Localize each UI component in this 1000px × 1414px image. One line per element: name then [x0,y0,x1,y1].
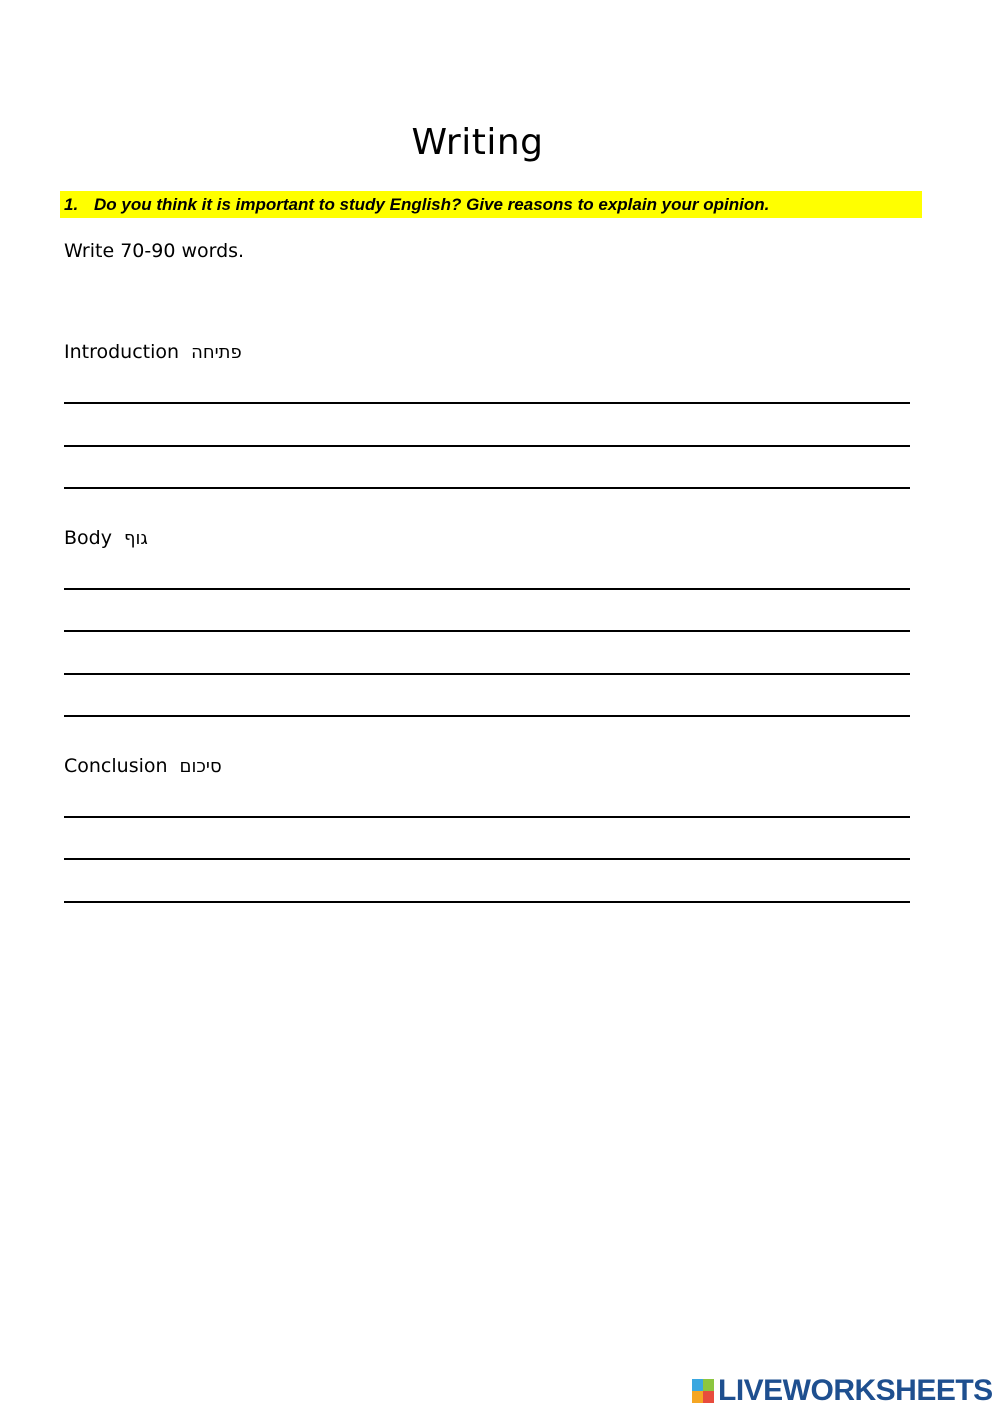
body-answer-line[interactable] [64,630,910,632]
question-number: 1. [64,195,79,214]
conclusion-heading [64,755,222,777]
body-hebrew-label: גוף [123,528,148,549]
liveworksheets-logo-icon [692,1379,714,1403]
conclusion-answer-line[interactable] [64,816,910,818]
word-count-instruction: Write 70-90 words. [64,240,245,262]
introduction-label: Introduction [64,341,180,363]
body-heading [64,527,148,549]
introduction-heading [64,341,242,363]
introduction-answer-line[interactable] [64,402,910,404]
introduction-answer-line[interactable] [64,487,910,489]
body-label: Body [64,527,112,549]
question-text: Do you think it is important to study English? Give reasons to explain your opinion. [94,195,770,214]
body-answer-line[interactable] [64,588,910,590]
liveworksheets-logo [692,1374,993,1408]
conclusion-hebrew-label: סיכום [179,756,222,777]
question [64,194,914,215]
page-title: Writing [411,122,544,163]
body-answer-line[interactable] [64,715,910,717]
conclusion-label: Conclusion [64,755,168,777]
body-answer-line[interactable] [64,673,910,675]
conclusion-answer-line[interactable] [64,858,910,860]
introduction-answer-line[interactable] [64,445,910,447]
introduction-hebrew-label: פתיחה [191,342,242,363]
conclusion-answer-line[interactable] [64,901,910,903]
logo-text: LIVEWORKSHEETS [718,1374,993,1407]
